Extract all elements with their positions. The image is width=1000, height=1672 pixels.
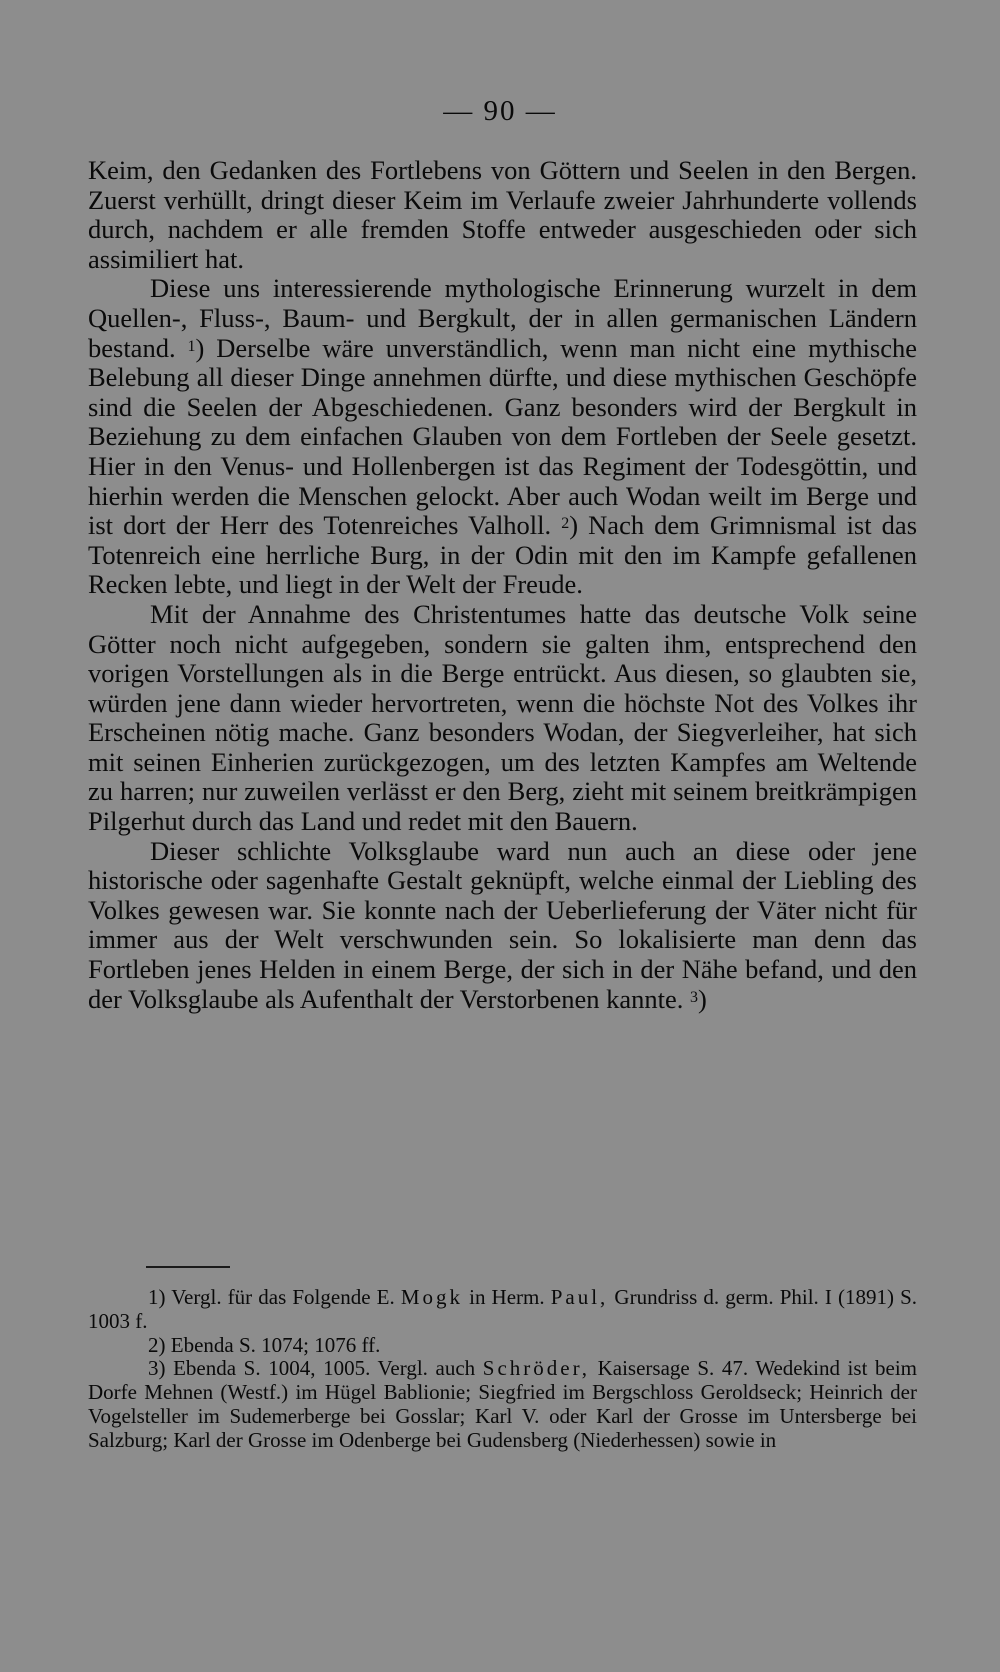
footnote-1-mid: in Herm. xyxy=(469,1285,545,1309)
footnote-1 xyxy=(88,1286,917,1334)
footnote-divider xyxy=(146,1266,230,1268)
paragraph-3 xyxy=(88,600,917,837)
paragraph-4-text-b: ) xyxy=(698,983,707,1014)
footnote-3-pre: 3) Ebenda S. 1004, 1005. Vergl. auch xyxy=(148,1356,476,1381)
footnote-1-pre: 1) Vergl. für das Folgende E. xyxy=(148,1285,395,1309)
paragraph-1-text: Keim, den Gedanken des Fortlebens von Göttern und Seelen in den Bergen. Zuerst verhüllt, dringt dieser Keim im Verlaufe zweier Jahrhunderte vollends durch, nachdem er alle fremden Stoffe entweder ausgeschieden oder sich assimiliert hat. xyxy=(88,155,917,274)
paragraph-2-text-a: Diese uns interessierende mythologische Erinnerung wurzelt in dem Quellen-, Fluss-, Baum- und Bergkult, der in allen germanischen Ländern bestand. xyxy=(88,273,917,363)
body-text xyxy=(88,156,917,1014)
footnote-3 xyxy=(88,1357,917,1452)
paragraph-4-text-a: Dieser schlichte Volksglaube ward nun auch an diese oder jene historische oder sagenhafte Gestalt geknüpft, welche einmal der Liebling des Volkes gewesen war. Sie konnte nach der Ueberlieferung der Väter nicht für immer aus der Welt verschwunden sein. So lokalisierte man denn das Fortleben jenes Helden in einem Berge, der sich in der Nähe befand, und den der Volksglaube als Aufenthalt der Verstorbenen kannte. xyxy=(88,835,917,1014)
paragraph-3-text: Mit der Annahme des Christentumes hatte das deutsche Volk seine Götter noch nicht aufgegeben, sondern sie galten ihm, entsprechend den vorigen Vorstellungen als in die Berge entrückt. Aus diesen, so glaubten sie, würden jene dann wieder hervortreten, wenn die höchste Not des Volkes ihr Erscheinen nötig mache. Ganz besonders Wodan, der Siegverleiher, hat sich mit seinen Einherien zurückgezogen, um des letzten Kampfes am Weltende zu harren; nur zuweilen verlässt er den Berg, zieht mit seinem breitkrämpigen Pilgerhut durch das Land und redet mit den Bauern. xyxy=(88,598,917,837)
footnote-3-author: Schröder, xyxy=(482,1356,590,1381)
paragraph-4 xyxy=(88,837,917,1015)
footnotes xyxy=(88,1286,917,1453)
footnote-1-post: Grundriss d. germ. Phil. I (1891) S. 1003 f. xyxy=(88,1285,918,1333)
paragraph-2-text-c: ) Nach dem Grimnismal ist das Totenreich eine herrliche Burg, in der Odin mit den im Kampfe gefallenen Recken lebte, und liegt in der Welt der Freude. xyxy=(88,510,918,600)
paragraph-2 xyxy=(88,274,917,600)
paragraph-1 xyxy=(88,156,917,274)
footnote-3-post: Kaisersage S. 47. Wedekind ist beim Dorfe Mehnen (Westf.) im Hügel Bablionie; Siegfried im Bergschloss Geroldseck; Heinrich der Vogelsteller im Sudemerberge bei Gosslar; Karl V. oder Karl der Grosse im Untersberge bei Salzburg; Karl der Grosse im Odenberge bei Gudensberg (Niederhessen) sowie in xyxy=(88,1356,917,1452)
page-number: — 90 — xyxy=(443,95,557,127)
footnote-2: 2) Ebenda S. 1074; 1076 ff. xyxy=(148,1332,381,1357)
footnote-1-author-2: Paul, xyxy=(550,1285,609,1309)
footnote-1-author-1: Mogk xyxy=(400,1285,463,1309)
footnote-ref-3: 3 xyxy=(690,988,698,1006)
footnote-ref-1: 1 xyxy=(187,337,196,355)
footnote-ref-2: 2 xyxy=(561,515,570,533)
paragraph-2-text-b: ) Derselbe wäre unverständlich, wenn man nicht eine mythische Belebung all dieser Dinge annehmen dürfte, und diese mythischen Geschöpfe sind die Seelen der Abgeschiedenen. Ganz besonders wird der Bergkult in Beziehung zu dem einfachen Glauben von dem Fortleben der Seele gesetzt. Hier in den Venus- und Hollenbergen ist das Regiment der Todesgöttin, und hierhin werden die Menschen gelockt. Aber auch Wodan weilt im Berge und ist dort der Herr des Totenreiches Valholl. xyxy=(88,332,917,541)
